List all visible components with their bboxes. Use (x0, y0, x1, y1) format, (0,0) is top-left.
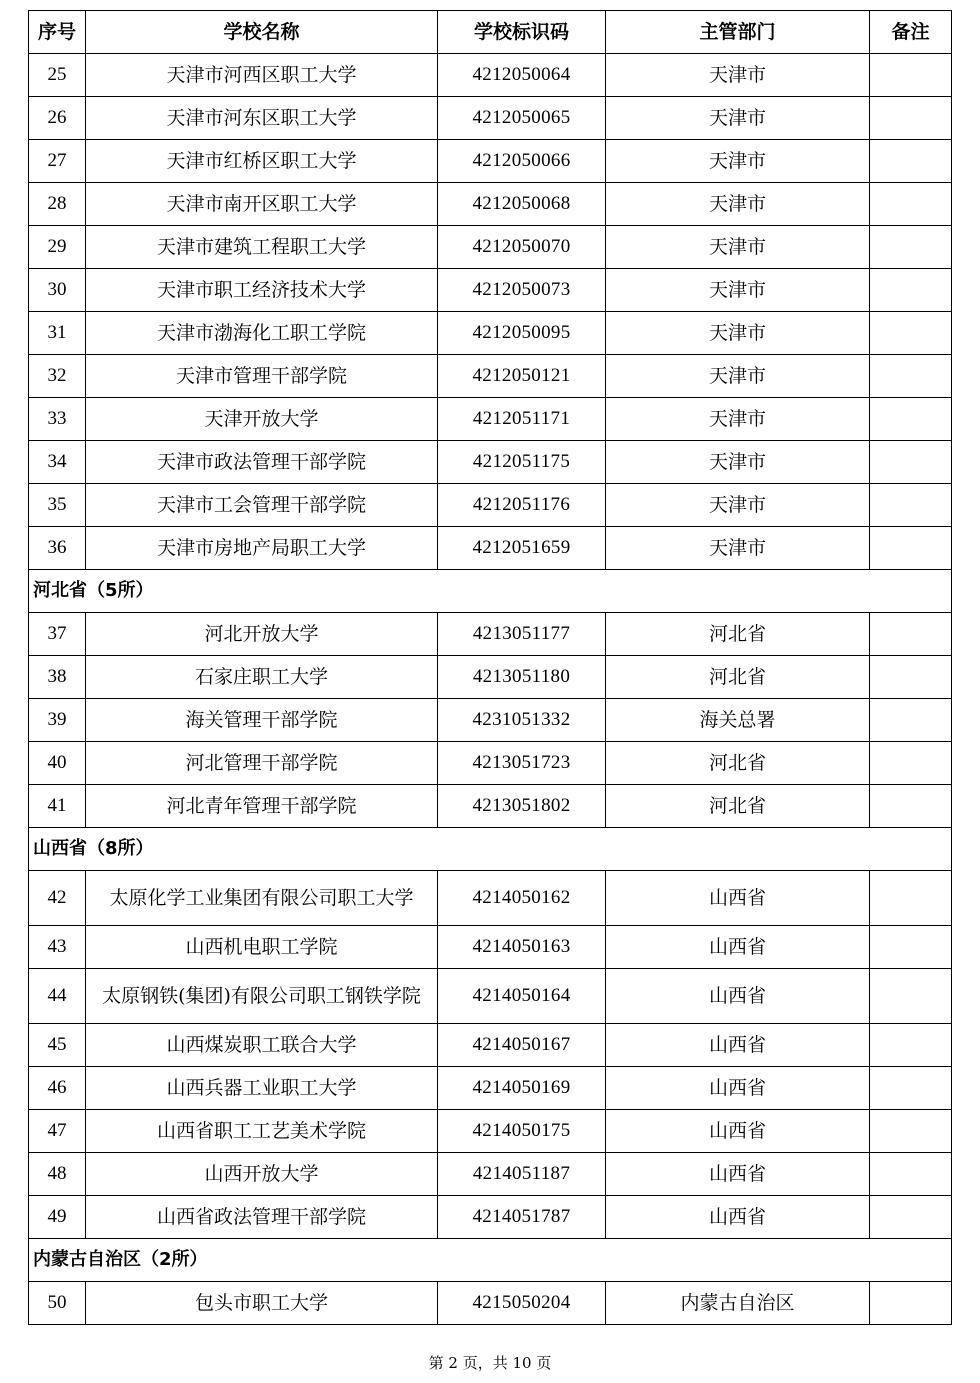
row-school-code: 4212051659 (438, 527, 606, 570)
row-school-code: 4212050066 (438, 140, 606, 183)
table-row (29, 926, 952, 969)
row-note (870, 183, 952, 226)
table-row (29, 527, 952, 570)
row-department: 山西省 (606, 1153, 870, 1196)
row-school-name: 天津市管理干部学院 (86, 355, 438, 398)
table-row (29, 1024, 952, 1067)
row-school-code: 4214051787 (438, 1196, 606, 1239)
row-department: 天津市 (606, 398, 870, 441)
row-school-code: 4213051177 (438, 613, 606, 656)
row-school-name: 山西省职工工艺美术学院 (86, 1110, 438, 1153)
table-row (29, 699, 952, 742)
row-school-name: 天津市房地产局职工大学 (86, 527, 438, 570)
row-department: 山西省 (606, 926, 870, 969)
row-school-name: 包头市职工大学 (86, 1282, 438, 1325)
row-department: 山西省 (606, 1196, 870, 1239)
header-school-name: 学校名称 (86, 11, 438, 54)
row-school-name: 天津市南开区职工大学 (86, 183, 438, 226)
schools-table (28, 10, 952, 1325)
row-school-code: 4212050064 (438, 54, 606, 97)
row-school-code: 4213051802 (438, 785, 606, 828)
table-body (29, 54, 952, 1325)
row-note (870, 969, 952, 1024)
section-title: 内蒙古自治区（2所） (29, 1239, 952, 1282)
row-note (870, 613, 952, 656)
row-note (870, 140, 952, 183)
row-department: 山西省 (606, 1024, 870, 1067)
table-row (29, 1067, 952, 1110)
row-note (870, 871, 952, 926)
section-row (29, 1239, 952, 1282)
row-school-name: 河北开放大学 (86, 613, 438, 656)
row-school-name: 山西开放大学 (86, 1153, 438, 1196)
row-note (870, 1196, 952, 1239)
row-note (870, 656, 952, 699)
row-note (870, 699, 952, 742)
row-note (870, 1110, 952, 1153)
table-row (29, 183, 952, 226)
table-row (29, 742, 952, 785)
section-title: 河北省（5所） (29, 570, 952, 613)
row-seq: 45 (29, 1024, 86, 1067)
row-department: 天津市 (606, 140, 870, 183)
table-row (29, 355, 952, 398)
table-row (29, 140, 952, 183)
row-seq: 41 (29, 785, 86, 828)
row-seq: 40 (29, 742, 86, 785)
row-school-name: 太原化学工业集团有限公司职工大学 (86, 871, 438, 926)
table-row (29, 871, 952, 926)
row-school-name: 石家庄职工大学 (86, 656, 438, 699)
table-row (29, 969, 952, 1024)
row-seq: 50 (29, 1282, 86, 1325)
table-row (29, 1282, 952, 1325)
row-school-name: 山西机电职工学院 (86, 926, 438, 969)
page-footer: 第 2 页，共 10 页 (428, 1354, 552, 1372)
row-seq: 32 (29, 355, 86, 398)
row-seq: 44 (29, 969, 86, 1024)
table-row (29, 1110, 952, 1153)
row-note (870, 355, 952, 398)
row-seq: 38 (29, 656, 86, 699)
table-row (29, 441, 952, 484)
row-seq: 31 (29, 312, 86, 355)
row-school-code: 4212050065 (438, 97, 606, 140)
row-department: 天津市 (606, 269, 870, 312)
row-seq: 26 (29, 97, 86, 140)
row-school-name: 山西煤炭职工联合大学 (86, 1024, 438, 1067)
section-title: 山西省（8所） (29, 828, 952, 871)
row-note (870, 1067, 952, 1110)
row-school-name: 天津市政法管理干部学院 (86, 441, 438, 484)
table-row (29, 785, 952, 828)
row-note (870, 926, 952, 969)
row-school-code: 4212051171 (438, 398, 606, 441)
row-school-code: 4231051332 (438, 699, 606, 742)
row-school-name: 海关管理干部学院 (86, 699, 438, 742)
table-row (29, 226, 952, 269)
table-row (29, 269, 952, 312)
row-note (870, 398, 952, 441)
row-note (870, 441, 952, 484)
row-seq: 46 (29, 1067, 86, 1110)
row-school-code: 4214050163 (438, 926, 606, 969)
header-department: 主管部门 (606, 11, 870, 54)
row-department: 天津市 (606, 312, 870, 355)
row-note (870, 226, 952, 269)
row-note (870, 54, 952, 97)
row-school-name: 山西省政法管理干部学院 (86, 1196, 438, 1239)
row-department: 天津市 (606, 527, 870, 570)
row-school-code: 4214050169 (438, 1067, 606, 1110)
table-row (29, 613, 952, 656)
row-department: 河北省 (606, 742, 870, 785)
table-row (29, 656, 952, 699)
row-school-name: 河北管理干部学院 (86, 742, 438, 785)
row-seq: 36 (29, 527, 86, 570)
row-seq: 49 (29, 1196, 86, 1239)
row-department: 天津市 (606, 54, 870, 97)
row-school-code: 4212051175 (438, 441, 606, 484)
row-school-code: 4214050164 (438, 969, 606, 1024)
table-row (29, 312, 952, 355)
row-school-name: 山西兵器工业职工大学 (86, 1067, 438, 1110)
row-seq: 34 (29, 441, 86, 484)
row-note (870, 312, 952, 355)
row-seq: 35 (29, 484, 86, 527)
row-school-code: 4212050073 (438, 269, 606, 312)
row-department: 天津市 (606, 441, 870, 484)
row-department: 山西省 (606, 871, 870, 926)
row-school-code: 4212050068 (438, 183, 606, 226)
row-department: 天津市 (606, 97, 870, 140)
table-row (29, 54, 952, 97)
row-seq: 33 (29, 398, 86, 441)
row-note (870, 1282, 952, 1325)
row-school-name: 河北青年管理干部学院 (86, 785, 438, 828)
row-department: 山西省 (606, 1110, 870, 1153)
row-school-code: 4214050175 (438, 1110, 606, 1153)
row-school-name: 天津市职工经济技术大学 (86, 269, 438, 312)
row-seq: 42 (29, 871, 86, 926)
row-school-name: 天津开放大学 (86, 398, 438, 441)
row-school-code: 4212051176 (438, 484, 606, 527)
header-note: 备注 (870, 11, 952, 54)
row-seq: 29 (29, 226, 86, 269)
table-row (29, 1196, 952, 1239)
row-school-name: 天津市建筑工程职工大学 (86, 226, 438, 269)
row-seq: 47 (29, 1110, 86, 1153)
row-school-name: 太原钢铁(集团)有限公司职工钢铁学院 (86, 969, 438, 1024)
row-department: 天津市 (606, 484, 870, 527)
row-school-code: 4215050204 (438, 1282, 606, 1325)
row-note (870, 527, 952, 570)
table-header-row (29, 11, 952, 54)
row-school-name: 天津市红桥区职工大学 (86, 140, 438, 183)
row-department: 河北省 (606, 785, 870, 828)
row-department: 河北省 (606, 613, 870, 656)
row-seq: 25 (29, 54, 86, 97)
row-school-code: 4212050070 (438, 226, 606, 269)
row-note (870, 1024, 952, 1067)
row-school-code: 4213051180 (438, 656, 606, 699)
row-department: 海关总署 (606, 699, 870, 742)
row-seq: 37 (29, 613, 86, 656)
table-row (29, 398, 952, 441)
table-row (29, 1153, 952, 1196)
row-school-code: 4213051723 (438, 742, 606, 785)
section-row (29, 828, 952, 871)
row-school-name: 天津市河西区职工大学 (86, 54, 438, 97)
row-school-code: 4212050095 (438, 312, 606, 355)
row-note (870, 785, 952, 828)
row-school-name: 天津市工会管理干部学院 (86, 484, 438, 527)
row-seq: 27 (29, 140, 86, 183)
row-department: 河北省 (606, 656, 870, 699)
row-school-name: 天津市渤海化工职工学院 (86, 312, 438, 355)
row-note (870, 1153, 952, 1196)
row-department: 山西省 (606, 1067, 870, 1110)
row-seq: 30 (29, 269, 86, 312)
section-row (29, 570, 952, 613)
table-row (29, 484, 952, 527)
row-note (870, 97, 952, 140)
row-school-code: 4214050167 (438, 1024, 606, 1067)
row-seq: 43 (29, 926, 86, 969)
row-department: 天津市 (606, 226, 870, 269)
row-note (870, 269, 952, 312)
row-department: 天津市 (606, 355, 870, 398)
row-department: 天津市 (606, 183, 870, 226)
row-note (870, 484, 952, 527)
row-school-code: 4214050162 (438, 871, 606, 926)
row-department: 内蒙古自治区 (606, 1282, 870, 1325)
row-school-code: 4214051187 (438, 1153, 606, 1196)
row-seq: 48 (29, 1153, 86, 1196)
header-seq: 序号 (29, 11, 86, 54)
row-seq: 28 (29, 183, 86, 226)
row-school-code: 4212050121 (438, 355, 606, 398)
row-school-name: 天津市河东区职工大学 (86, 97, 438, 140)
header-school-code: 学校标识码 (438, 11, 606, 54)
row-department: 山西省 (606, 969, 870, 1024)
row-note (870, 742, 952, 785)
table-row (29, 97, 952, 140)
row-seq: 39 (29, 699, 86, 742)
